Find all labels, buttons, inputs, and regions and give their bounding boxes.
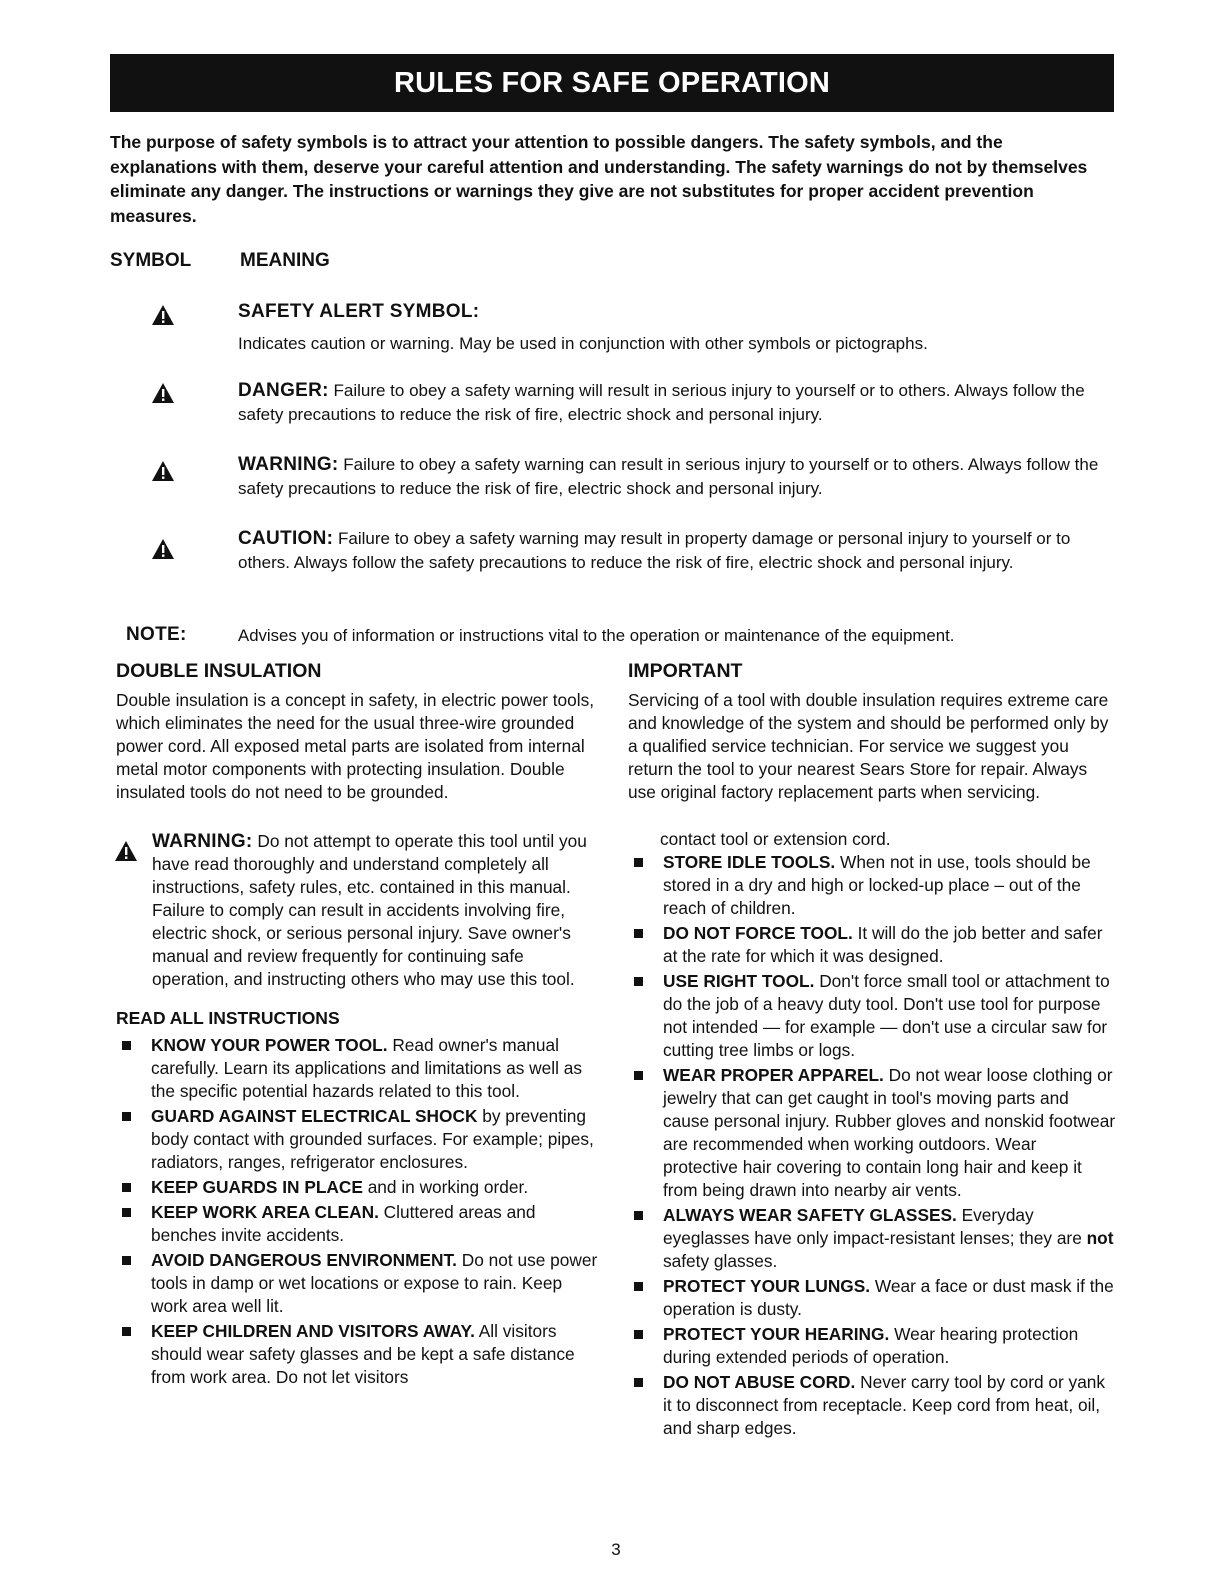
bullet-icon xyxy=(122,1183,131,1192)
list-item xyxy=(116,1320,598,1389)
item-title: DO NOT FORCE TOOL. xyxy=(663,923,853,943)
item-text: and in working order. xyxy=(362,1177,529,1197)
item-text: safety glasses. xyxy=(663,1251,778,1271)
bullet-icon xyxy=(122,1041,131,1050)
symbol-label: SAFETY ALERT SYMBOL: xyxy=(238,301,480,322)
item-text: It will do the job better and safer at the rate for which it was designed. xyxy=(663,923,1103,966)
bullet-icon xyxy=(634,1282,643,1291)
bullet-icon xyxy=(634,1071,643,1080)
list-item xyxy=(628,1371,1116,1440)
item-title: WEAR PROPER APPAREL. xyxy=(663,1065,884,1085)
warning-alert-icon xyxy=(151,460,175,482)
item-text: Never carry tool by cord or yank it to disconnect from receptacle. Keep cord from heat, oil, and sharp edges. xyxy=(663,1372,1106,1438)
danger-alert-icon xyxy=(151,382,175,404)
bullet-icon xyxy=(634,858,643,867)
item-text: Do not use power tools in damp or wet locations or expose to rain. Keep work area well lit. xyxy=(151,1250,598,1316)
warning-alert-icon xyxy=(114,840,138,862)
item-text: Do not wear loose clothing or jewelry that can get caught in tool's moving parts and cause personal injury. Rubber gloves and nonskid footwear are recommended when working outdoors. Wear protective hair covering to contain long hair and keep it from being drawn into nearby air vents. xyxy=(663,1065,1116,1200)
symbol-column-header: SYMBOL xyxy=(110,250,192,271)
item-text: Wear hearing protection during extended periods of operation. xyxy=(663,1324,1079,1367)
item-text: Everyday eyeglasses have only impact-resistant lenses; they are xyxy=(663,1205,1087,1248)
caution-alert-icon xyxy=(151,538,175,560)
symbol-description: Failure to obey a safety warning may result in property damage or personal injury to yourself or to others. Always follow the safety precautions to reduce the risk of fire, electric shock and personal injury. xyxy=(238,529,1071,572)
bullet-icon xyxy=(122,1208,131,1217)
list-item xyxy=(628,1064,1116,1202)
double-insulation-text: Double insulation is a concept in safety, in electric power tools, which eliminates the need for the usual three-wire grounded power cord. All exposed metal parts are isolated from internal metal motor components with protecting insulation. Double insulated tools do not need to be grounded. xyxy=(116,690,595,802)
list-item xyxy=(628,1323,1116,1369)
item-title: AVOID DANGEROUS ENVIRONMENT. xyxy=(151,1250,457,1270)
bullet-icon xyxy=(634,1378,643,1387)
bullet-icon xyxy=(634,977,643,986)
meaning-column-header: MEANING xyxy=(240,250,330,271)
symbol-description: Indicates caution or warning. May be used in conjunction with other symbols or pictographs. xyxy=(238,334,928,353)
list-item xyxy=(116,1249,598,1318)
item-title: PROTECT YOUR LUNGS. xyxy=(663,1276,871,1296)
symbol-danger xyxy=(238,379,1118,427)
note-label: NOTE: xyxy=(126,624,187,645)
symbol-safety-alert xyxy=(238,300,1118,356)
bullet-icon xyxy=(634,929,643,938)
page-title: RULES FOR SAFE OPERATION xyxy=(110,54,1114,112)
item-title: ALWAYS WEAR SAFETY GLASSES. xyxy=(663,1205,957,1225)
important-heading: IMPORTANT xyxy=(628,660,743,682)
intro-paragraph: The purpose of safety symbols is to attract your attention to possible dangers. The safety symbols, and the explanations with them, deserve your careful attention and understanding. The safety warnings do not by themselves eliminate any danger. The instructions or warnings they give are not substitutes for proper accident prevention measures. xyxy=(110,132,1088,226)
item-title: DO NOT ABUSE CORD. xyxy=(663,1372,856,1392)
symbol-description: Failure to obey a safety warning can result in serious injury to yourself or to others. Always follow the safety precautions to reduce the risk of fire, electric shock and personal injury. xyxy=(238,455,1099,498)
list-item xyxy=(628,1204,1116,1273)
item-title: PROTECT YOUR HEARING. xyxy=(663,1324,890,1344)
manual-warning-text: Do not attempt to operate this tool until you have read thoroughly and understand completely all instructions, safety rules, etc. contained in this manual. Failure to comply can result in accidents involving fire, electric shock, or serious personal injury. Save owner's manual and review frequently for continuing safe operation, and instructing others who may use this tool. xyxy=(152,831,587,989)
bullet-icon xyxy=(634,1330,643,1339)
read-all-heading: READ ALL INSTRUCTIONS xyxy=(116,1008,340,1028)
list-item xyxy=(116,1034,598,1103)
symbol-warning xyxy=(238,453,1118,501)
bullet-icon xyxy=(634,1211,643,1220)
list-item xyxy=(116,1176,598,1199)
item-title: GUARD AGAINST ELECTRICAL SHOCK xyxy=(151,1106,478,1126)
symbol-description: Failure to obey a safety warning will result in serious injury to yourself or to others. Always follow the safety precautions to reduce the risk of fire, electric shock and personal injury. xyxy=(238,381,1085,424)
list-item xyxy=(116,1105,598,1174)
symbol-caution xyxy=(238,527,1118,575)
item-title: KEEP GUARDS IN PLACE xyxy=(151,1177,363,1197)
bullet-icon xyxy=(122,1256,131,1265)
left-column xyxy=(116,660,598,1391)
item-title: KEEP CHILDREN AND VISITORS AWAY. xyxy=(151,1321,475,1341)
bullet-icon xyxy=(122,1112,131,1121)
list-item xyxy=(628,851,1116,920)
bullet-icon xyxy=(122,1327,131,1336)
item-text: by preventing body contact with grounded surfaces. For example; pipes, radiators, ranges, refrigerator enclosures. xyxy=(151,1106,594,1172)
manual-warning xyxy=(116,830,598,991)
item-text: Wear a face or dust mask if the operation is dusty. xyxy=(663,1276,1114,1319)
item-title: USE RIGHT TOOL. xyxy=(663,971,815,991)
right-column xyxy=(628,660,1116,1442)
list-item xyxy=(628,1275,1116,1321)
item-title: STORE IDLE TOOLS. xyxy=(663,852,836,872)
item-title: KEEP WORK AREA CLEAN. xyxy=(151,1202,379,1222)
item-text: All visitors should wear safety glasses and be kept a safe distance from work area. Do not let visitors xyxy=(151,1321,575,1387)
manual-warning-label: WARNING: xyxy=(152,831,253,852)
item-text: Cluttered areas and benches invite accidents. xyxy=(151,1202,536,1245)
important-text: Servicing of a tool with double insulation requires extreme care and knowledge of the system and should be performed only by a qualified service technician. For service we suggest you return the tool to your nearest Sears Store for repair. Always use original factory replacement parts when servicing. xyxy=(628,690,1109,802)
double-insulation-heading: DOUBLE INSULATION xyxy=(116,660,322,682)
item-text: Read owner's manual carefully. Learn its applications and limitations as well as the specific potential hazards related to this tool. xyxy=(151,1035,582,1101)
symbol-label: CAUTION: xyxy=(238,528,334,549)
symbol-label: DANGER: xyxy=(238,380,329,401)
note-text: Advises you of information or instructions vital to the operation or maintenance of the equipment. xyxy=(238,626,955,645)
item-text: When not in use, tools should be stored in a dry and high or locked-up place – out of the reach of children. xyxy=(663,852,1091,918)
list-item xyxy=(116,1201,598,1247)
safety-alert-icon xyxy=(151,304,175,326)
list-item xyxy=(628,970,1116,1062)
item-text: Don't force small tool or attachment to do the job of a heavy duty tool. Don't use tool for purpose not intended — for example — don't use a circular saw for cutting tree limbs or logs. xyxy=(663,971,1110,1060)
page-number: 3 xyxy=(611,1540,621,1559)
item-emphasis: not xyxy=(1086,1228,1114,1248)
item-title: KNOW YOUR POWER TOOL. xyxy=(151,1035,388,1055)
list-item xyxy=(628,922,1116,968)
continued-text: contact tool or extension cord. xyxy=(660,829,891,849)
symbol-label: WARNING: xyxy=(238,454,339,475)
